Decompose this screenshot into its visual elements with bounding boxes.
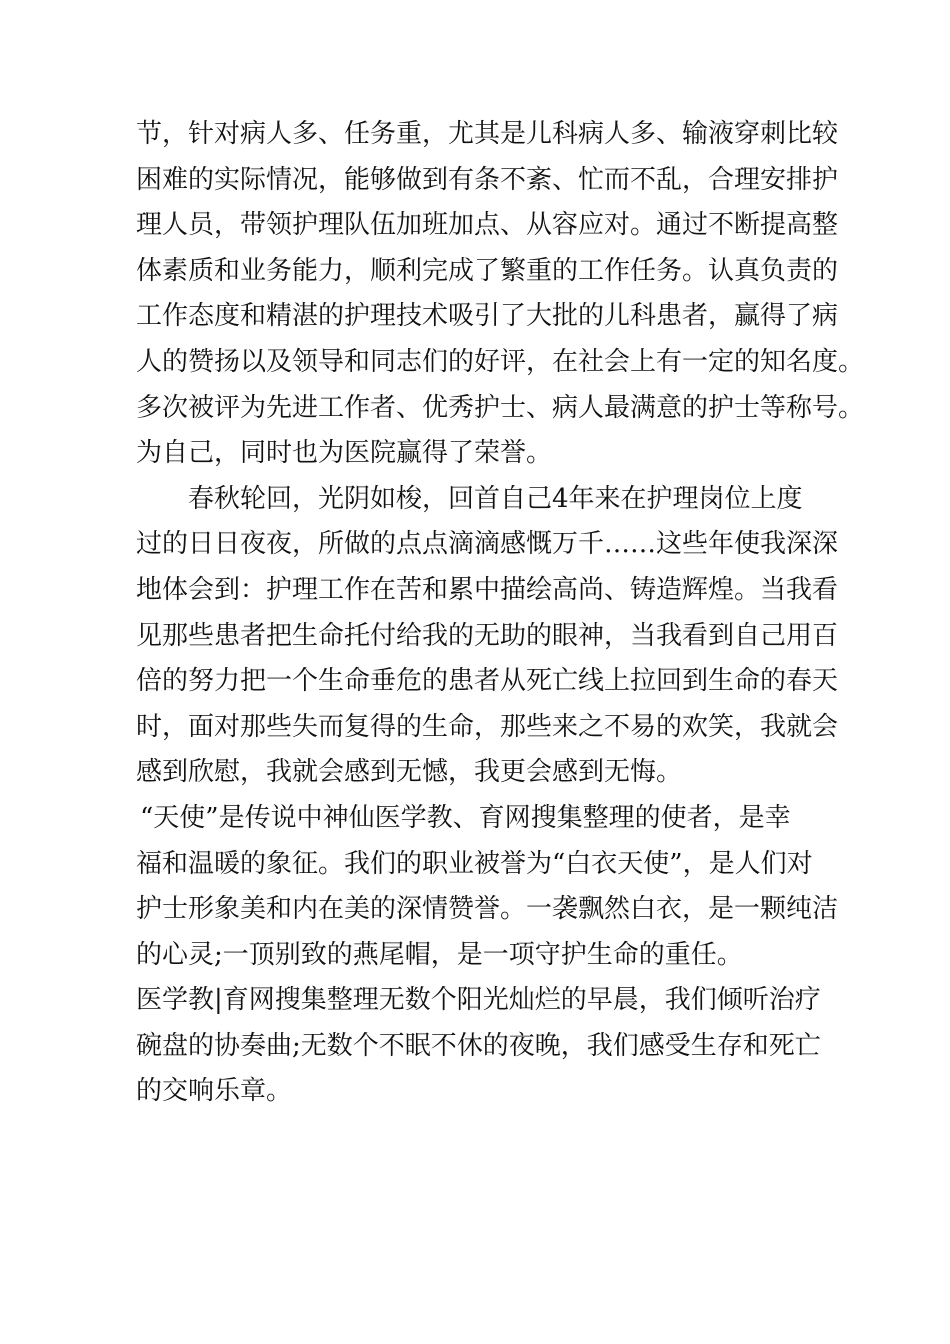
text-line: 福和温暖的象征。我们的职业被誉为“白衣天使”，是人们对	[136, 848, 813, 879]
text-line: 地体会到：护理工作在苦和累中描绘高尚、铸造辉煌。当我看	[136, 574, 839, 605]
text-line: 的交响乐章。	[136, 1076, 293, 1107]
text-line: 体素质和业务能力，顺利完成了繁重的工作任务。认真负责的	[136, 255, 839, 286]
text-line: 见那些患者把生命托付给我的无助的眼神，当我看到自己用百	[136, 620, 839, 651]
paragraph-start-line: 医学教|育网搜集整理无数个阳光灿烂的早晨，我们倾听治疗	[136, 985, 821, 1016]
text-line: 感到欣慰，我就会感到无憾，我更会感到无悔。	[136, 757, 683, 788]
text-line: 为自己，同时也为医院赢得了荣誉。	[136, 438, 553, 469]
text-line: 倍的努力把一个生命垂危的患者从死亡线上拉回到生命的春天	[136, 666, 839, 697]
text-line: 人的赞扬以及领导和同志们的好评，在社会上有一定的知名度。	[136, 346, 865, 377]
text-line: 的心灵;一顶别致的燕尾帽，是一项守护生命的重任。	[136, 939, 743, 970]
paragraph-start-line: 春秋轮回，光阴如梭，回首自己4年来在护理岗位上度	[188, 483, 803, 514]
text-line: 时，面对那些失而复得的生命，那些来之不易的欢笑，我就会	[136, 711, 839, 742]
paragraph-start-line: “天使”是传说中神仙医学教、育网搜集整理的使者，是幸	[140, 802, 791, 833]
text-line: 困难的实际情况，能够做到有条不紊、忙而不乱，合理安排护	[136, 164, 839, 195]
text-line: 工作态度和精湛的护理技术吸引了大批的儿科患者，赢得了病	[136, 301, 839, 332]
text-line: 护士形象美和内在美的深情赞誉。一袭飘然白衣，是一颗纯洁	[136, 894, 839, 925]
text-line: 过的日日夜夜，所做的点点滴滴感慨万千……这些年使我深深	[136, 529, 839, 560]
document-body	[136, 112, 865, 1115]
text-line: 理人员，带领护理队伍加班加点、从容应对。通过不断提高整	[136, 210, 839, 241]
text-line: 节，针对病人多、任务重，尤其是儿科病人多、输液穿刺比较	[136, 119, 839, 149]
text-line: 碗盘的协奏曲;无数个不眠不休的夜晚，我们感受生存和死亡	[136, 1030, 821, 1061]
text-line: 多次被评为先进工作者、优秀护士、病人最满意的护士等称号。	[136, 392, 865, 423]
